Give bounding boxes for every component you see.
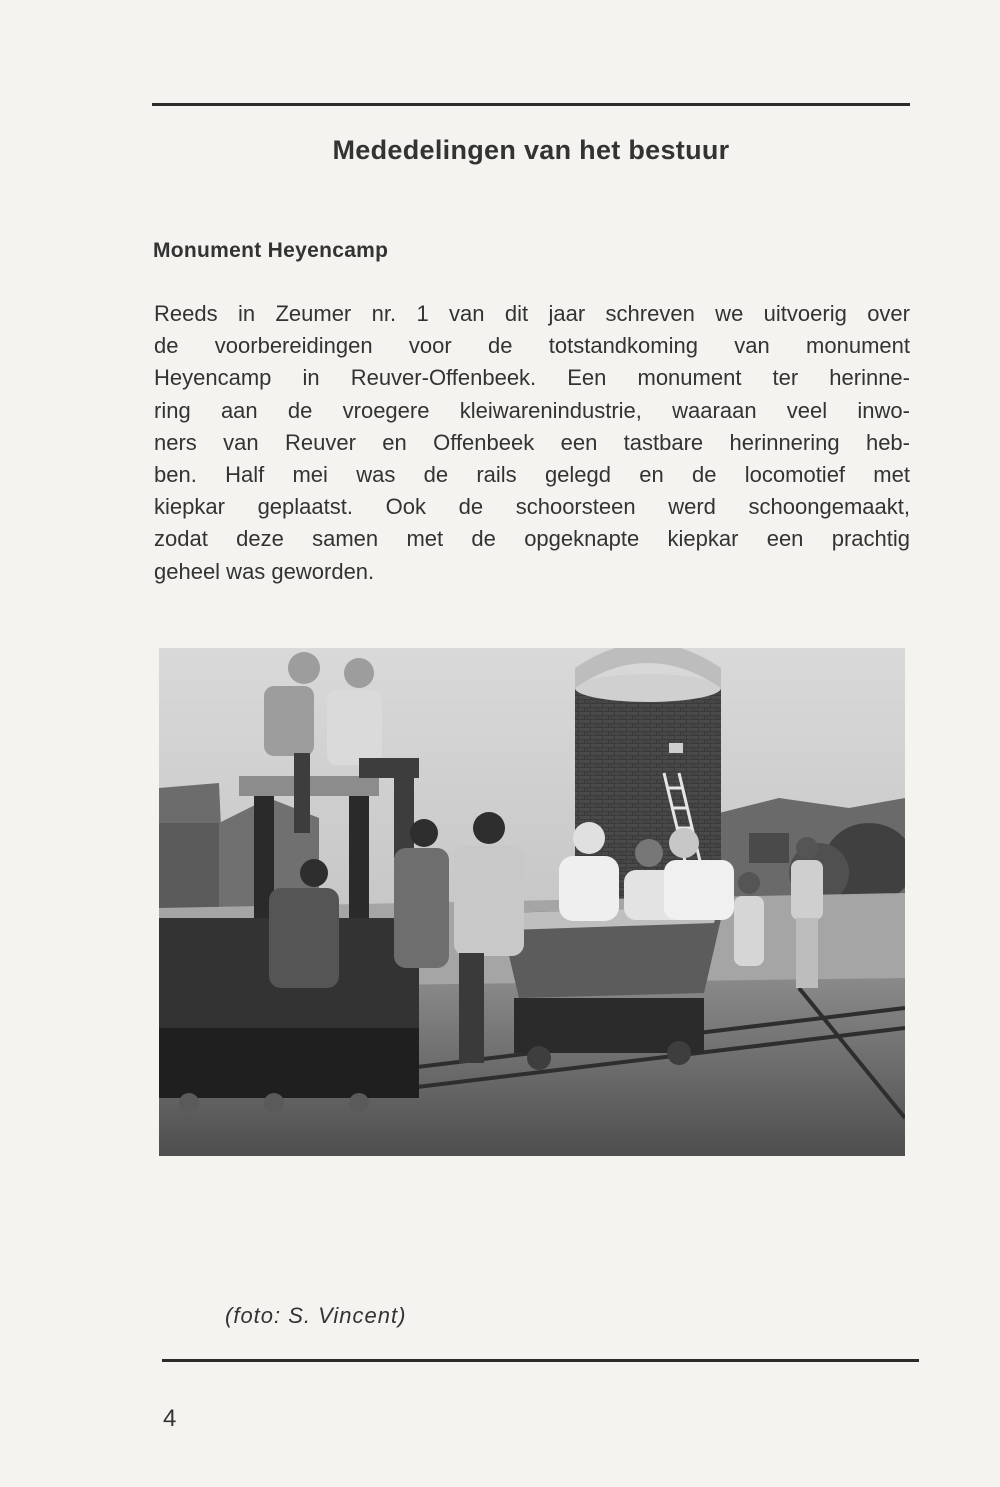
monument-photo: [159, 648, 905, 1156]
paragraph-line: de voorbereidingen voor de totstandkoming van monument: [154, 333, 910, 359]
paragraph-line: geheel was geworden.: [154, 558, 375, 584]
paragraph-line: Heyencamp in Reuver-Offenbeek. Een monument ter herinne-: [154, 365, 910, 391]
article-paragraph: [154, 298, 910, 588]
paragraph-line: zodat deze samen met de opgeknapte kiepkar een prachtig: [154, 526, 910, 552]
photo-caption: (foto: S. Vincent): [225, 1303, 407, 1328]
page-title: Mededelingen van het bestuur: [332, 135, 730, 165]
paragraph-line: ring aan de vroegere kleiwarenindustrie, waaraan veel inwo-: [154, 397, 910, 423]
paragraph-line: kiepkar geplaatst. Ook de schoorsteen werd schoongemaakt,: [154, 494, 910, 520]
monument-photo-illustration: [159, 648, 905, 1156]
bottom-rule: [162, 1359, 919, 1362]
paragraph-line: ners van Reuver en Offenbeek een tastbare herinnering heb-: [154, 429, 910, 455]
paragraph-line: Reeds in Zeumer nr. 1 van dit jaar schreven we uitvoerig over: [154, 301, 910, 326]
top-rule: [152, 103, 910, 106]
page-number: 4: [163, 1405, 177, 1432]
section-heading: Monument Heyencamp: [153, 239, 389, 262]
paragraph-line: ben. Half mei was de rails gelegd en de locomotief met: [154, 461, 910, 487]
